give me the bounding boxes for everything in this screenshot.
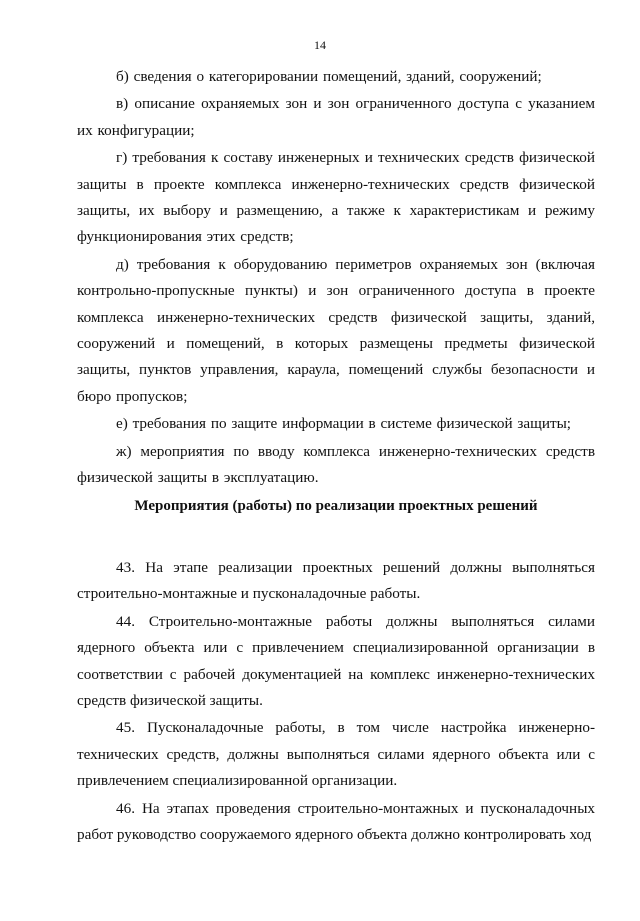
- list-item-zh: ж) мероприятия по вводу комплекса инженерно-технических средств физической защиты в эксплуатацию.: [77, 442, 595, 487]
- list-item-g: г) требования к составу инженерных и технических средств физической защиты в проекте комплекса инженерно-технических средств физической защиты, их выбору и размещению, а также к характеристикам и режиму функционирования этих средств;: [77, 149, 595, 246]
- document-body: [77, 64, 595, 848]
- clause-44: 44. Строительно-монтажные работы должны выполняться силами ядерного объекта или с привлечением специализированной организации в соответствии с рабочей документацией на комплекс инженерно-технических средств физической защиты.: [77, 612, 595, 709]
- list-item-v: в) описание охраняемых зон и зон ограниченного доступа с указанием их конфигурации;: [77, 95, 595, 139]
- list-item-d: д) требования к оборудованию периметров охраняемых зон (включая контрольно-пропускные пункты) и зон ограниченного доступа в проекте комплекса инженерно-технических средств физической защиты, зданий, сооружений и помещений, в которых размещены предметы физической защиты, пунктов управления, караула, помещений службы безопасности и бюро пропусков;: [77, 255, 595, 405]
- clause-45: 45. Пусконаладочные работы, в том числе настройка инженерно-технических средств, должны выполняться силами ядерного объекта или с привлечением специализированной организации.: [77, 719, 595, 790]
- clause-43: 43. На этапе реализации проектных решений должны выполняться строительно-монтажные и пусконаладочные работы.: [77, 558, 595, 603]
- clause-46: 46. На этапах проведения строительно-монтажных и пусконаладочных работ руководство сооружаемого ядерного объекта должно контролировать ход: [77, 799, 595, 843]
- page-number: 14: [314, 38, 326, 52]
- list-item-b: б) сведения о категорировании помещений, зданий, сооружений;: [116, 68, 542, 85]
- list-item-e: е) требования по защите информации в системе физической защиты;: [116, 415, 572, 433]
- section-heading: Мероприятия (работы) по реализации проектных решений: [134, 497, 538, 514]
